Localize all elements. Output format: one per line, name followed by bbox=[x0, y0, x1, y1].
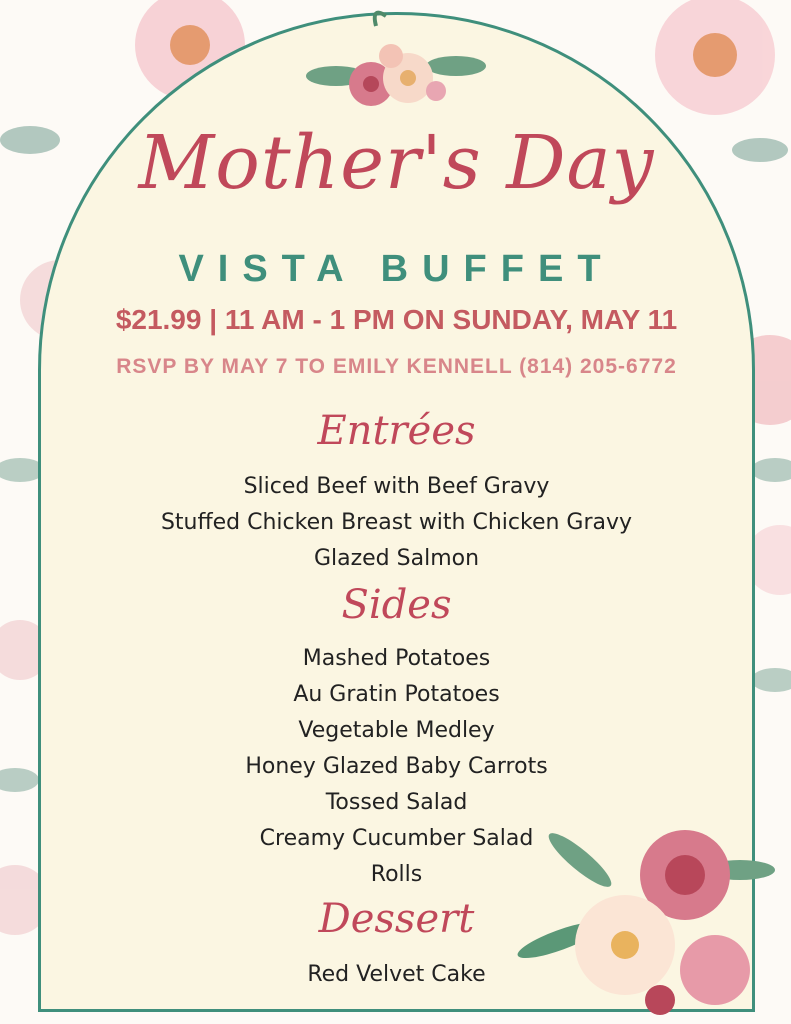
menu-item: Vegetable Medley bbox=[298, 718, 495, 743]
dessert-heading: Dessert bbox=[318, 896, 475, 942]
buffet-subtitle: VISTA BUFFET bbox=[178, 248, 615, 290]
menu-item: Red Velvet Cake bbox=[307, 962, 486, 987]
sides-heading: Sides bbox=[341, 582, 452, 628]
rsvp-line: RSVP BY MAY 7 TO EMILY KENNELL (814) 205-6772 bbox=[116, 355, 677, 378]
entrees-heading: Entrées bbox=[317, 408, 476, 454]
menu-item: Glazed Salmon bbox=[313, 546, 480, 571]
menu-item: Mashed Potatoes bbox=[302, 646, 491, 671]
menu-item: Au Gratin Potatoes bbox=[293, 682, 500, 707]
menu-item: Rolls bbox=[370, 862, 423, 887]
menu-item: Tossed Salad bbox=[325, 790, 468, 815]
menu-item: Creamy Cucumber Salad bbox=[259, 826, 534, 851]
menu-content bbox=[38, 0, 755, 1024]
menu-item: Sliced Beef with Beef Gravy bbox=[243, 474, 550, 499]
page-title: Mother's Day bbox=[138, 120, 655, 206]
price-time-line: $21.99 | 11 AM - 1 PM ON SUNDAY, MAY 11 bbox=[115, 304, 678, 335]
menu-item: Honey Glazed Baby Carrots bbox=[245, 754, 548, 779]
menu-item: Stuffed Chicken Breast with Chicken Gravy bbox=[160, 510, 633, 535]
